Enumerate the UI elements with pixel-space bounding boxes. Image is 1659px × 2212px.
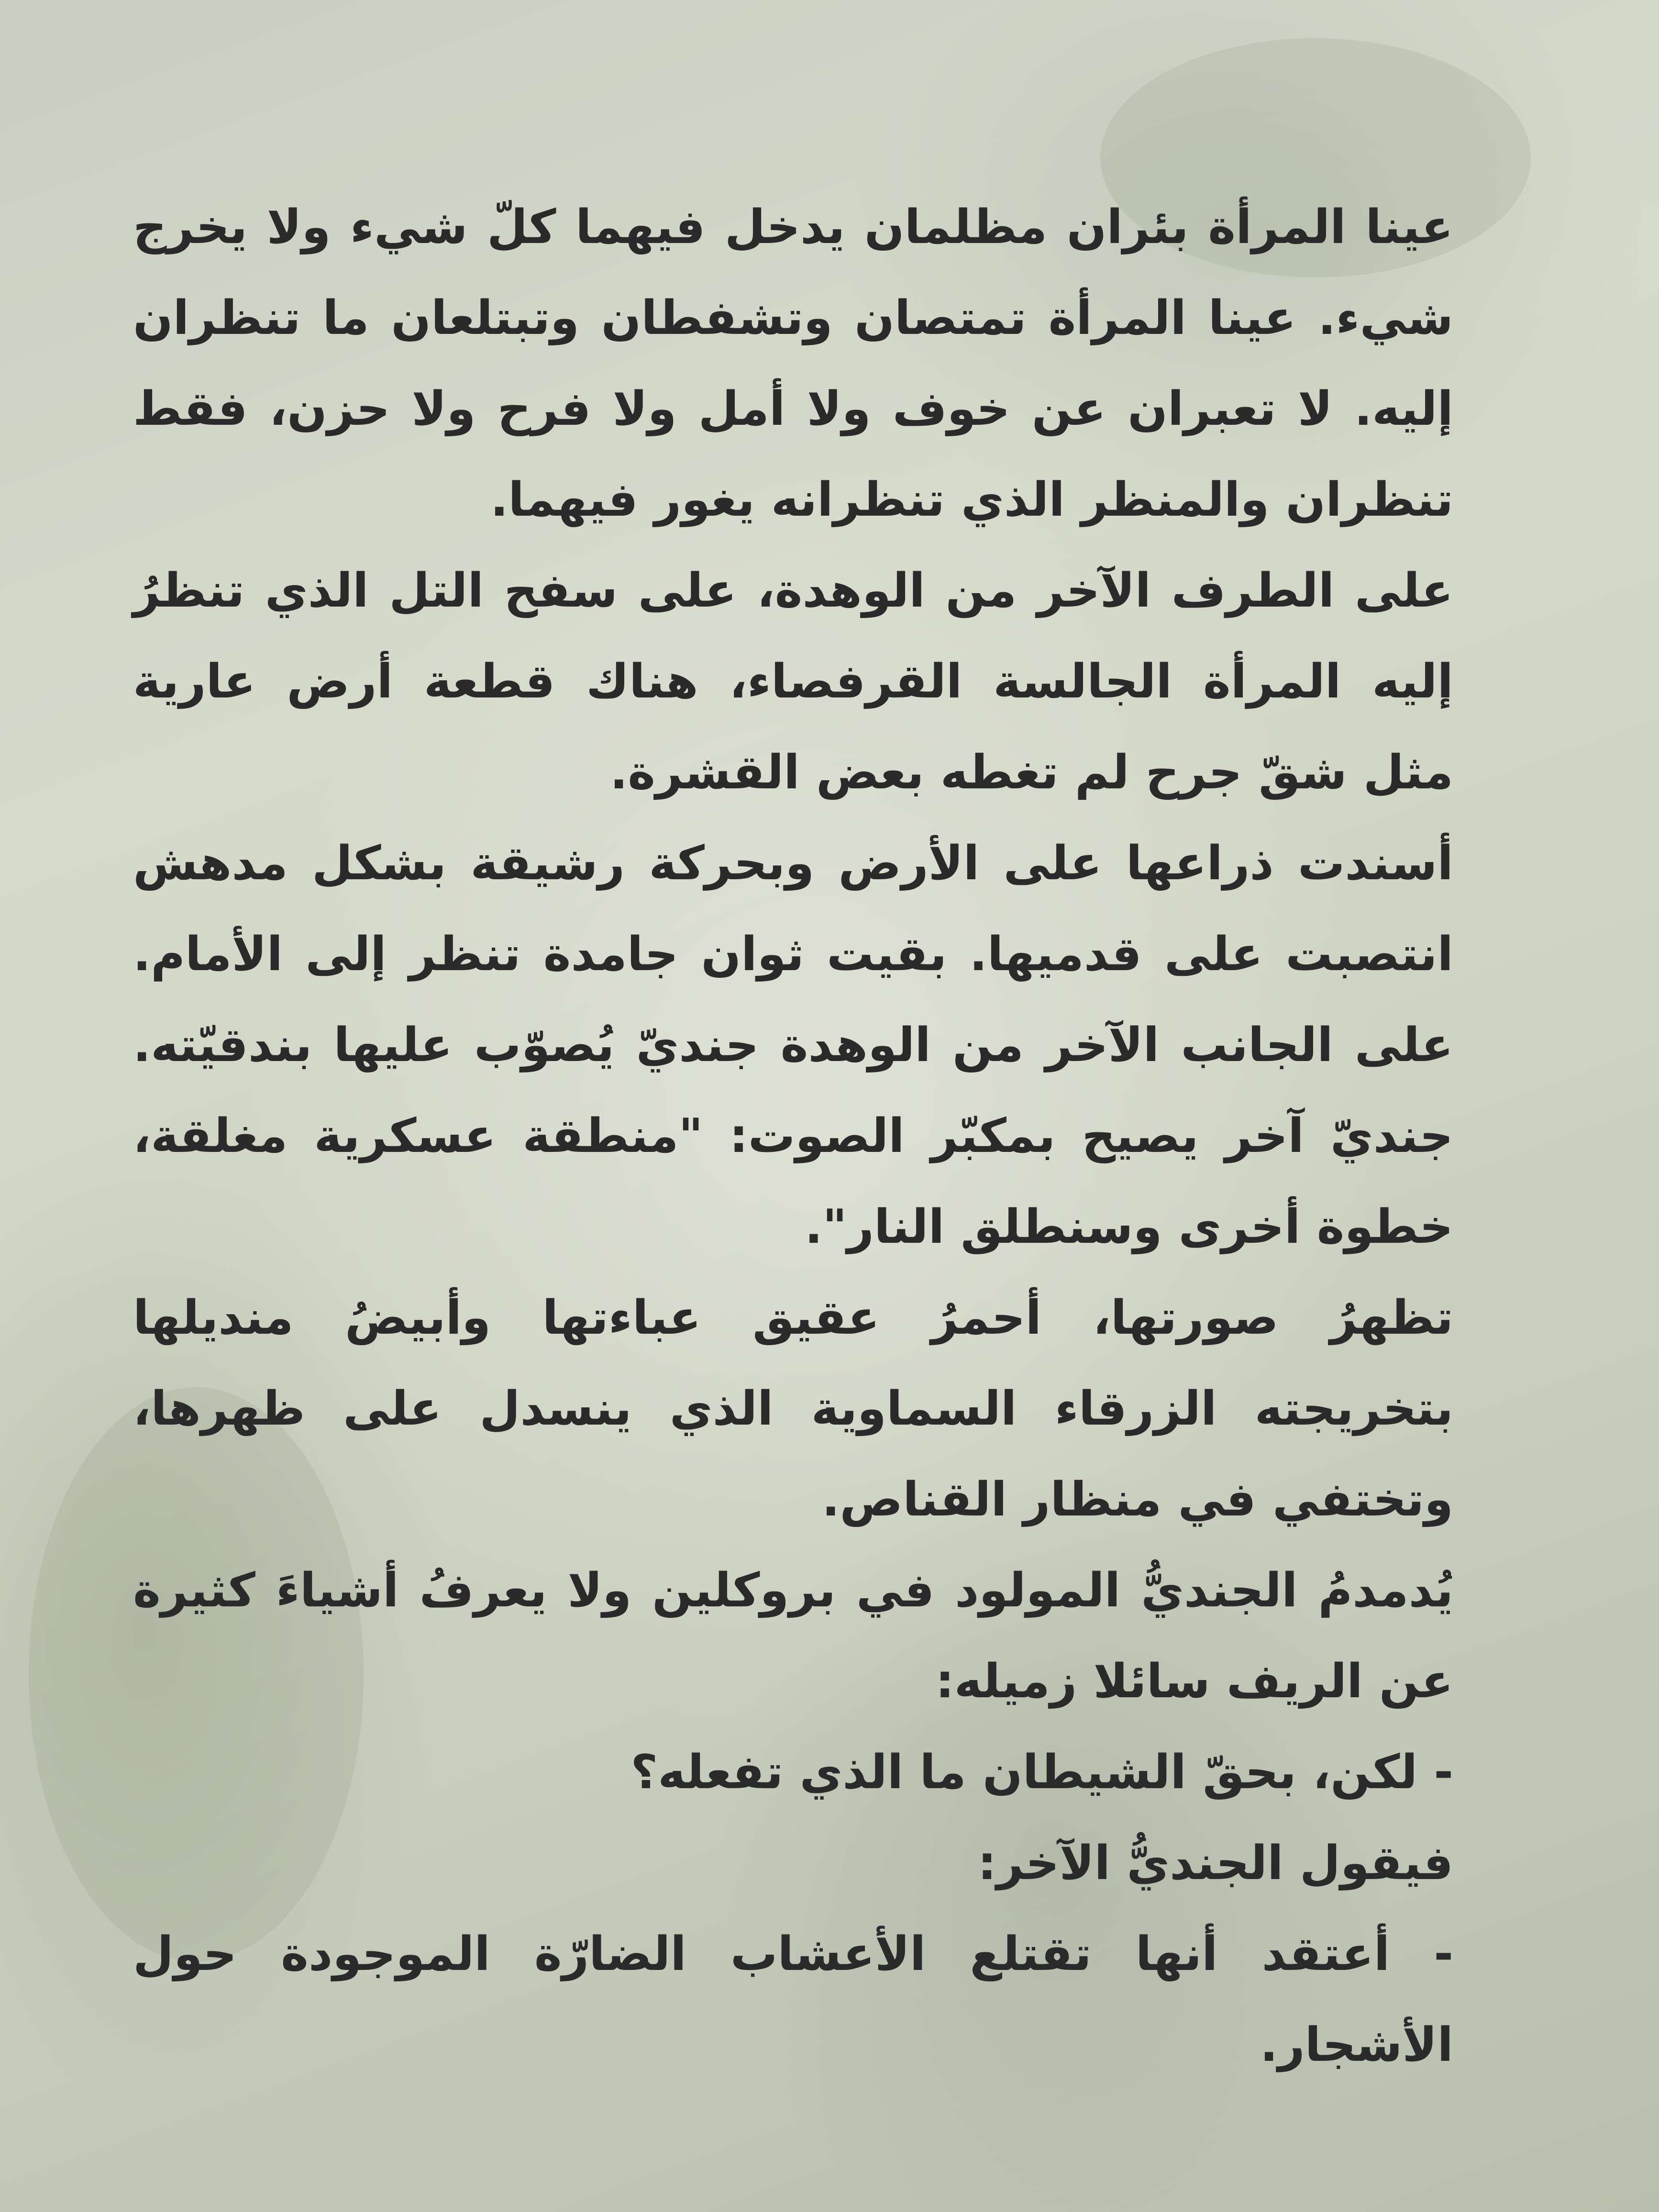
paragraph: أسندت ذراعها على الأرض وبحركة رشيقة بشكل مدهش انتصبت على قدميها. بقيت ثوان جامدة تنظر إلى الأمام. على الجانب الآخر من الوهدة جنديّ يُصوّب عليها بندقيّته. جنديّ آخر يصيح بمكبّر الصوت: "منطقة عسكرية مغلقة، خطوة أخرى وسنطلق النار". xyxy=(133,836,1453,1254)
dialogue-line: - لكن، بحقّ الشيطان ما الذي تفعله؟ xyxy=(630,1745,1453,1800)
paragraph: على الطرف الآخر من الوهدة، على سفح التل الذي تنظرُ إليه المرأة الجالسة القرفصاء، هناك قطعة أرض عارية مثل شقّ جرح لم تغطه بعض القشرة. xyxy=(133,564,1453,800)
paragraph: تظهرُ صورتها، أحمرُ عقيق عباءتها وأبيضُ منديلها بتخريجته الزرقاء السماوية الذي ينسدل على ظهرها، وتختفي في منظار القناص. xyxy=(133,1291,1453,1527)
dialogue-line: - أعتقد أنها تقتلع الأعشاب الضارّة الموجودة حول الأشجار. xyxy=(133,1927,1453,2072)
paragraph: عينا المرأة بئران مظلمان يدخل فيهما كلّ شيء ولا يخرج شيء. عينا المرأة تمتصان وتشفطان وتبتلعان ما تنظران إليه. لا تعبران عن خوف ولا أمل ولا فرح ولا حزن، فقط تنظران والمنظر الذي تنظرانه يغور فيهما. xyxy=(133,200,1453,527)
paragraph: فيقول الجنديُّ الآخر: xyxy=(977,1836,1453,1891)
paragraph: يُدمدمُ الجنديُّ المولود في بروكلين ولا يعرفُ أشياءَ كثيرة عن الريف سائلا زميله: xyxy=(133,1563,1453,1709)
body-text xyxy=(133,182,1453,2090)
